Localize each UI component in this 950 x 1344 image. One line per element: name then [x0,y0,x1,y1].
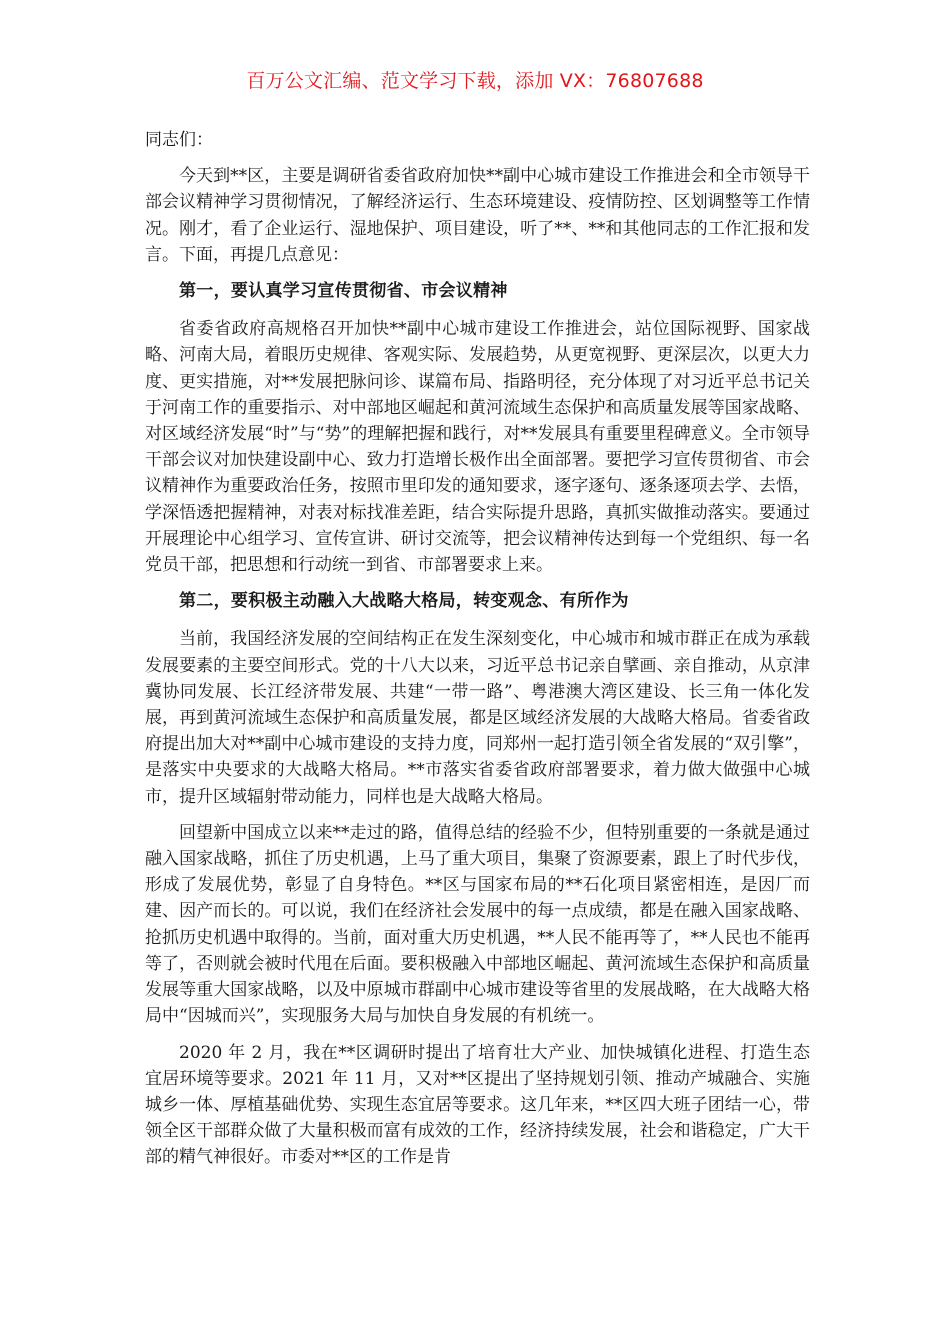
intro-paragraph: 今天到**区，主要是调研省委省政府加快**副中心城市建设工作推进会和全市领导干部会议精神学习贯彻情况，了解经济运行、生态环境建设、疫情防控、区划调整等工作情况。刚才，看了企业运行、湿地保护、项目建设，听了**、**和其他同志的工作汇报和发言。下面，再提几点意见： [145,166,810,265]
section-heading-1: 第一，要认真学习宣传贯彻省、市会议精神 [179,281,508,302]
section-heading-2: 第二，要积极主动融入大战略大格局，转变观念、有所作为 [179,591,629,612]
section-1-paragraph: 省委省政府高规格召开加快**副中心城市建设工作推进会，站位国际视野、国家战略、河南大局，着眼历史规律、客观实际、发展趋势，从更宽视野、更深层次，以更大力度、更实措施，对**发展把脉问诊、谋篇布局、指路明径，充分体现了对习近平总书记关于河南工作的重要指示、对中部地区崛起和黄河流域生态保护和高质量发展等国家战略、对区域经济发展“时”与“势”的理解把握和践行，对**发展具有重要里程碑意义。全市领导干部会议对加快建设副中心、致力打造增长极作出全面部署。要把学习宣传贯彻省、市会议精神作为重要政治任务，按照市里印发的通知要求，逐字逐句、逐条逐项去学、去悟，学深悟透把握精神，对表对标找准差距，结合实际提升思路，真抓实做推动落实。要通过开展理论中心组学习、宣传宣讲、研讨交流等，把会议精神传达到每一个党组织、每一名党员干部，把思想和行动统一到省、市部署要求上来。 [145,319,810,576]
watermark-banner: 百万公文汇编、范文学习下载，添加 VX：76807688 [246,70,704,92]
greeting-line: 同志们： [145,130,213,150]
document-body [145,127,810,1181]
section-2-paragraph-3: 2020 年 2 月，我在**区调研时提出了培育壮大产业、加快城镇化进程、打造生态宜居环境等要求。2021 年 11 月，又对**区提出了坚持规划引领、推动产城融合、实施城乡一体、厚植基础优势、实现生态宜居等要求。这几年来，**区四大班子团结一心，带领全区干部群众做了大量积极而富有成效的工作，经济持续发展，社会和谐稳定，广大干部的精气神很好。市委对**区的工作是肯 [145,1042,810,1168]
section-2-paragraph-1: 当前，我国经济发展的空间结构正在发生深刻变化，中心城市和城市群正在成为承载发展要素的主要空间形式。党的十八大以来，习近平总书记亲自擘画、亲自推动，从京津冀协同发展、长江经济带发展、共建“一带一路”、粤港澳大湾区建设、长三角一体化发展，再到黄河流域生态保护和高质量发展，都是区域经济发展的大战略大格局。省委省政府提出加大对**副中心城市建设的支持力度，同郑州一起打造引领全省发展的“双引擎”，是落实中央要求的大战略大格局。**市落实省委省政府部署要求，着力做大做强中心城市，提升区域辐射带动能力，同样也是大战略大格局。 [145,629,810,807]
section-2-paragraph-2: 回望新中国成立以来**走过的路，值得总结的经验不少，但特别重要的一条就是通过融入国家战略，抓住了历史机遇，上马了重大项目，集聚了资源要素，跟上了时代步伐，形成了发展优势，彰显了自身特色。**区与国家布局的**石化项目紧密相连，是因厂而建、因产而长的。可以说，我们在经济社会发展中的每一点成绩，都是在融入国家战略、抢抓历史机遇中取得的。当前，面对重大历史机遇，**人民不能再等了，**人民也不能再等了，否则就会被时代甩在后面。要积极融入中部地区崛起、黄河流域生态保护和高质量发展等重大国家战略，以及中原城市群副中心城市建设等省里的发展战略，在大战略大格局中“因城而兴”，实现服务大局与加快自身发展的有机统一。 [145,822,810,1027]
